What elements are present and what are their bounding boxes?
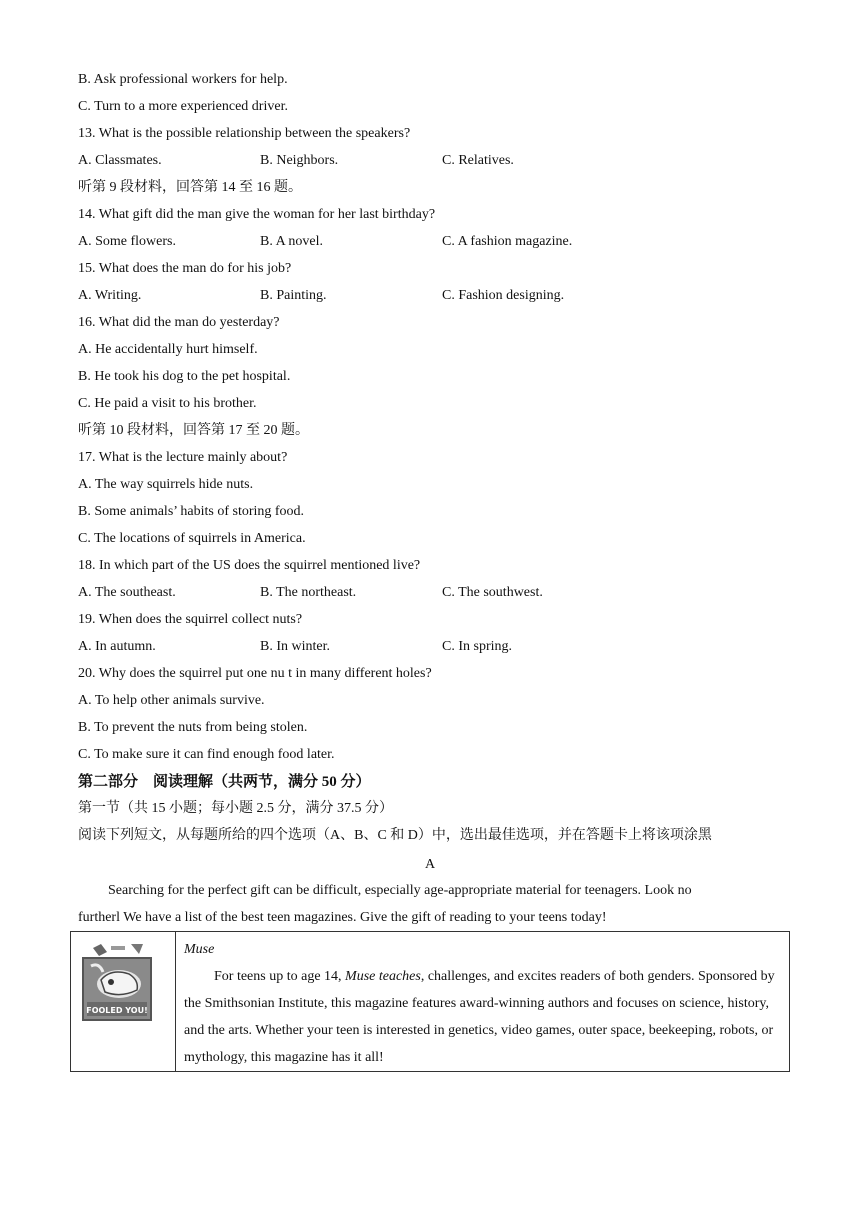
description-start: For teens up to age 14, — [214, 969, 346, 984]
q19-option-c: C. In spring. — [442, 639, 512, 654]
q17-option-a: A. The way squirrels hide nuts. — [78, 477, 254, 492]
section-one-heading: 第一节（共 15 小题；每小题 2.5 分，满分 37.5 分） — [78, 801, 393, 816]
q18-option-b: B. The northeast. — [260, 585, 357, 600]
magazine-table — [70, 931, 790, 1072]
reading-instruction: 阅读下列短文，从每题所给的四个选项（A、B、C 和 D）中，选出最佳选项，并在答题卡上将该项涂黑 — [78, 828, 712, 843]
magazine-logo-cell — [71, 932, 176, 1072]
magazine-description — [184, 963, 781, 1071]
question-17: 17. What is the lecture mainly about? — [78, 450, 288, 465]
passage-intro-line-1: Searching for the perfect gift can be difficult, especially age-appropriate material for teenagers. Look no — [108, 883, 692, 898]
q13-option-a: A. Classmates. — [78, 153, 162, 168]
magazine-row — [71, 932, 790, 1072]
question-19: 19. When does the squirrel collect nuts? — [78, 612, 303, 627]
description-rest: , challenges, and excites readers of both genders. Sponsored by the Smithsonian Institute, this magazine features award-winning authors and focuses on science, history, and the arts. Whether your teen is interested in genetics, video games, outer space, beekeeping, robots, or mythology, this magazine has it all! — [184, 969, 775, 1065]
q20-option-c: C. To make sure it can find enough food later. — [78, 747, 335, 762]
q18-option-a: A. The southeast. — [78, 585, 176, 600]
q16-option-a: A. He accidentally hurt himself. — [78, 342, 258, 357]
logo-text: FOOLED YOU! — [86, 1006, 148, 1015]
q15-option-b: B. Painting. — [260, 288, 327, 303]
q19-option-a: A. In autumn. — [78, 639, 156, 654]
question-18: 18. In which part of the US does the squirrel mentioned live? — [78, 558, 421, 573]
q13-option-c: C. Relatives. — [442, 153, 514, 168]
q20-option-b: B. To prevent the nuts from being stolen. — [78, 720, 308, 735]
magazine-text-cell — [176, 932, 790, 1072]
q14-option-a: A. Some flowers. — [78, 234, 176, 249]
q15-option-a: A. Writing. — [78, 288, 142, 303]
q16-option-c: C. He paid a visit to his brother. — [78, 396, 257, 411]
q14-option-b: B. A novel. — [260, 234, 324, 249]
q16-option-b: B. He took his dog to the pet hospital. — [78, 369, 291, 384]
passage-letter: A — [424, 857, 436, 872]
question-15: 15. What does the man do for his job? — [78, 261, 292, 276]
q14-option-c: C. A fashion magazine. — [442, 234, 573, 249]
option-line: C. Turn to a more experienced driver. — [78, 99, 288, 114]
description-italic: Muse teaches — [345, 969, 421, 984]
q13-option-b: B. Neighbors. — [260, 153, 339, 168]
question-13: 13. What is the possible relationship between the speakers? — [78, 126, 411, 141]
passage-intro-line-2: furtherl We have a list of the best teen magazines. Give the gift of reading to your teens today! — [78, 910, 607, 925]
question-20: 20. Why does the squirrel put one nu t in many different holes? — [78, 666, 432, 681]
q18-option-c: C. The southwest. — [442, 585, 543, 600]
q17-option-c: C. The locations of squirrels in America. — [78, 531, 306, 546]
option-line: B. Ask professional workers for help. — [78, 72, 288, 87]
section-9-instruction: 听第 9 段材料，回答第 14 至 16 题。 — [78, 180, 302, 195]
magazine-title: Muse — [184, 942, 215, 957]
question-14: 14. What gift did the man give the woman for her last birthday? — [78, 207, 436, 222]
q15-option-c: C. Fashion designing. — [442, 288, 565, 303]
question-16: 16. What did the man do yesterday? — [78, 315, 280, 330]
muse-cover-image — [81, 940, 155, 1022]
q17-option-b: B. Some animals’ habits of storing food. — [78, 504, 305, 519]
q19-option-b: B. In winter. — [260, 639, 330, 654]
section-10-instruction: 听第 10 段材料，回答第 17 至 20 题。 — [78, 423, 309, 438]
q20-option-a: A. To help other animals survive. — [78, 693, 265, 708]
part-two-heading: 第二部分 阅读理解（共两节，满分 50 分） — [78, 774, 371, 790]
